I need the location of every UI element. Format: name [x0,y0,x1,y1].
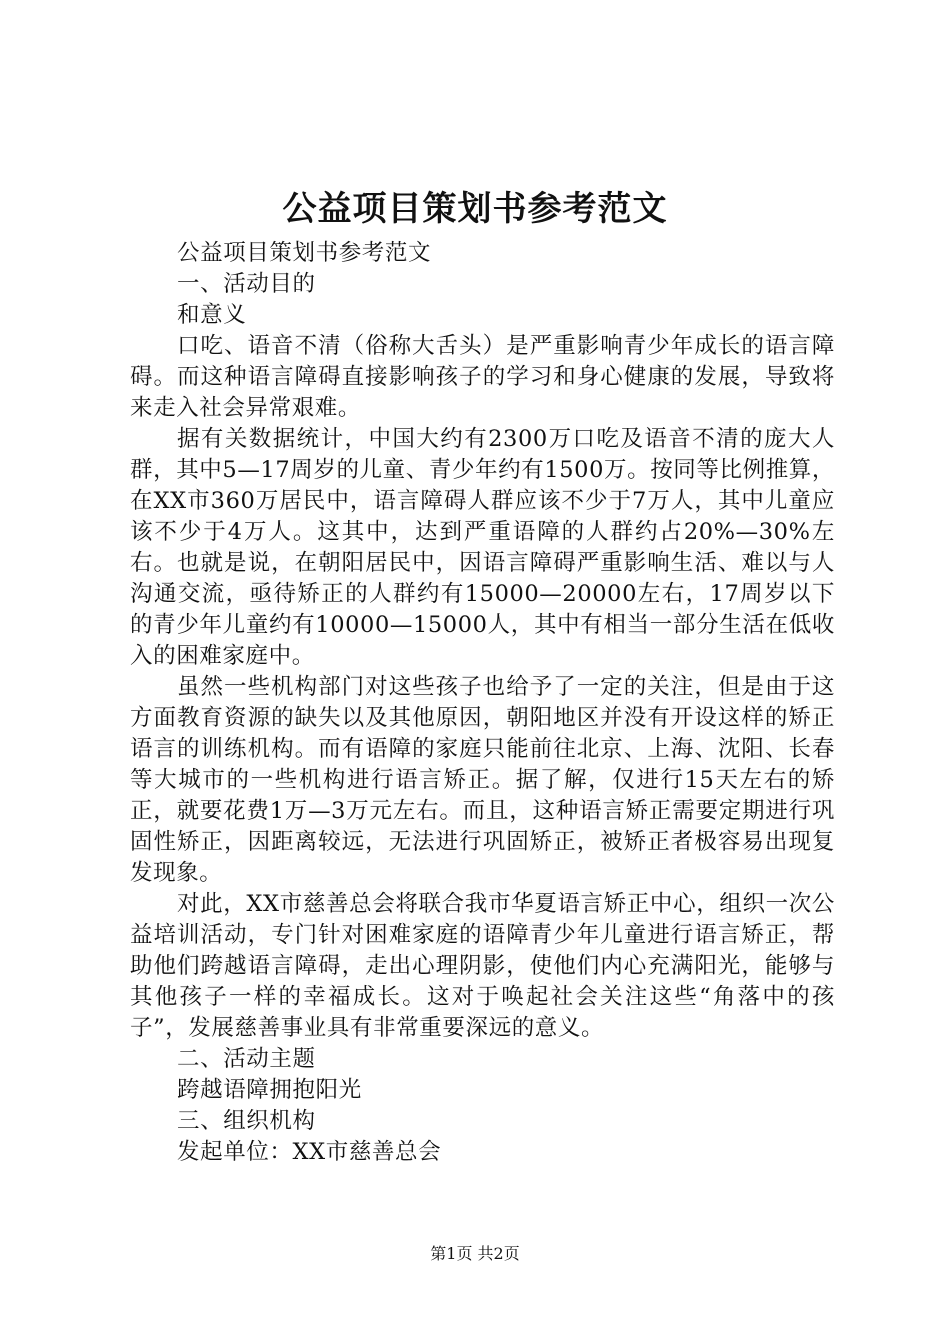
section-heading-organization: 三、组织机构 [177,1108,316,1134]
section-heading-purpose: 一、活动目的 [177,271,316,297]
theme-text: 跨越语障拥抱阳光 [177,1077,362,1103]
paragraph-2: 据有关数据统计，中国大约有2300万口吃及语音不清的庞大人群，其中5—17周岁的儿童、青少年约有1500万。按同等比例推算，在XX市360万居民中，语言障碍人群应该不少于7万人，其中儿童应该不少于4万人。这其中，达到严重语障的人群约占20%—30%左右。也就是说，在朝阳居民中，因语言障碍严重影响生活、难以与人沟通交流，亟待矫正的人群约有15000—20000左右，17周岁以下的青少年儿童约有10000—15000人，其中有相当一部分生活在低收入的困难家庭中。 [130,426,836,669]
paragraph-4: 对此，XX市慈善总会将联合我市华夏语言矫正中心，组织一次公益培训活动，专门针对困难家庭的语障青少年儿童进行语言矫正，帮助他们跨越语言障碍，走出心理阴影，使他们内心充满阳光，能够与其他孩子一样的幸福成长。这对于唤起社会关注这些“角落中的孩子”，发展慈善事业具有非常重要深远的意义。 [130,891,835,1041]
document-title: 公益项目策划书参考范文 [282,189,668,229]
page-footer: 第1页 共2页 [430,1244,520,1263]
section-heading-theme: 二、活动主题 [177,1046,316,1072]
paragraph-1: 口吃、语音不清（俗称大舌头）是严重影响青少年成长的语言障碍。而这种语言障碍直接影响孩子的学习和身心健康的发展，导致将来走入社会异常艰难。 [130,333,835,421]
organizer-text: 发起单位：XX市慈善总会 [177,1139,442,1165]
section-heading-purpose-cont: 和意义 [177,302,247,328]
document-body [130,238,835,1168]
subtitle-line: 公益项目策划书参考范文 [177,240,432,266]
paragraph-3: 虽然一些机构部门对这些孩子也给予了一定的关注，但是由于这方面教育资源的缺失以及其他原因，朝阳地区并没有开设这样的矫正语言的训练机构。而有语障的家庭只能前往北京、上海、沈阳、长春等大城市的一些机构进行语言矫正。据了解，仅进行15天左右的矫正，就要花费1万—3万元左右。而且，这种语言矫正需要定期进行巩固性矫正，因距离较远，无法进行巩固矫正，被矫正者极容易出现复发现象。 [130,674,835,886]
